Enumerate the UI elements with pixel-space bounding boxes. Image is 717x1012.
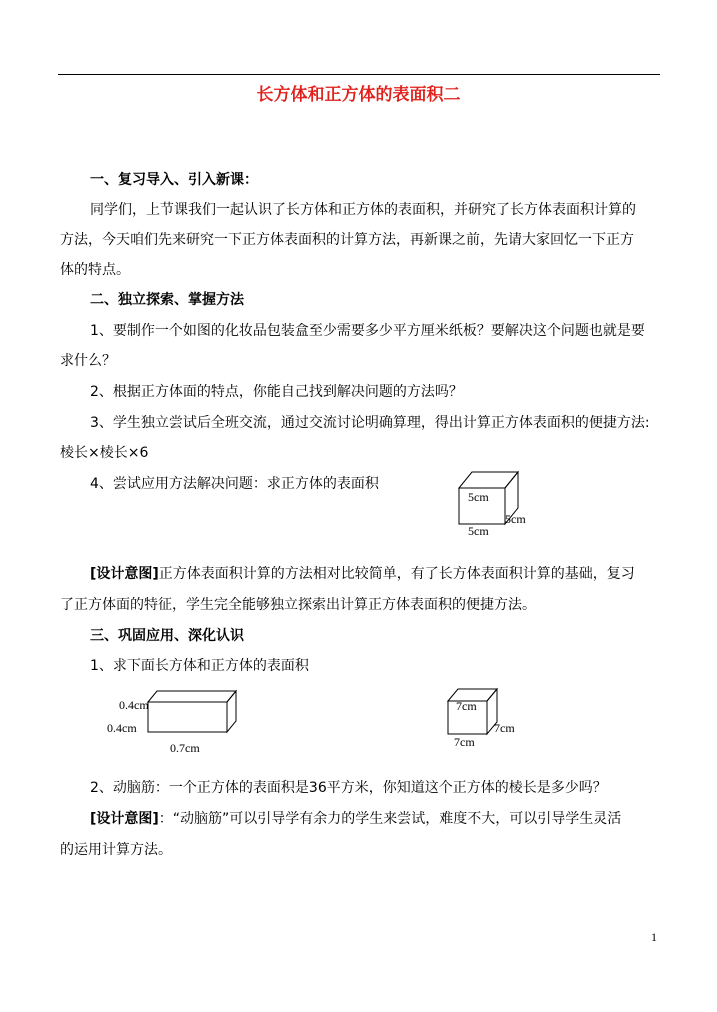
section2-item4: 4、尝试应用方法解决问题：求正方体的表面积 [90, 476, 379, 492]
cuboid-figure [105, 688, 245, 758]
section3-heading: 三、巩固应用、深化认识 [90, 628, 244, 644]
page-title: 长方体和正方体的表面积二 [256, 85, 461, 105]
design1-tag: [设计意图] [90, 566, 159, 582]
section2-heading: 二、独立探索、掌握方法 [90, 292, 244, 308]
cuboid-width-label: 0.4cm [107, 721, 137, 735]
cube-side-label: 5cm [505, 512, 526, 526]
cube-5cm-drawing [450, 466, 550, 546]
cube7-bottom-label: 7cm [454, 735, 475, 749]
design2-text: ：“动脑筋”可以引导学有余力的学生来尝试，难度不大，可以引导学生灵活 [158, 811, 622, 827]
design1-text: 正方体表面积计算的方法相对比较简单，有了长方体表面积计算的基础，复习 [158, 566, 635, 582]
section2-item2: 2、根据正方体面的特点，你能自己找到解决问题的方法吗？ [90, 384, 463, 400]
section2-item3-line2: 棱长×棱长×6 [60, 445, 149, 461]
header-rule [58, 74, 660, 75]
section2-item1-line2: 求什么？ [60, 353, 116, 369]
cube7-side-label: 7cm [494, 721, 515, 735]
page-number: 1 [651, 930, 657, 944]
section2-item1-line1: 1、要制作一个如图的化妆品包装盒至少需要多少平方厘米纸板？要解决这个问题也就是要 [90, 323, 645, 339]
design2-tag: [设计意图] [90, 811, 159, 827]
design2-line2: 的运用计算方法。 [60, 842, 172, 858]
cuboid-length-label: 0.7cm [170, 741, 200, 755]
section1-heading: 一、复习导入、引入新课： [90, 172, 258, 188]
cube-front-label: 5cm [468, 490, 489, 504]
cube-7cm-figure [440, 686, 540, 756]
design1-line1 [90, 565, 635, 583]
cube-bottom-label: 5cm [468, 524, 489, 538]
section3-item2: 2、动脑筋：一个正方体的表面积是36平方米，你知道这个正方体的棱长是多少吗？ [90, 780, 607, 796]
section3-item1: 1、求下面长方体和正方体的表面积 [90, 658, 309, 674]
design2-line1 [90, 810, 621, 828]
section2-item3-line1: 3、学生独立尝试后全班交流，通过交流讨论明确算理，得出计算正方体表面积的便捷方法: [90, 415, 650, 431]
section1-para-line2: 方法，今天咱们先来研究一下正方体表面积的计算方法，再新课之前，先请大家回忆一下正方 [60, 232, 634, 248]
section1-para-line3: 体的特点。 [60, 262, 130, 278]
cube-5cm-figure [450, 466, 550, 546]
cuboid-height-label: 0.4cm [119, 698, 149, 712]
cube7-front-label: 7cm [456, 699, 477, 713]
design1-line2: 了正方体面的特征，学生完全能够独立探索出计算正方体表面积的便捷方法。 [60, 597, 536, 613]
section1-para-line1: 同学们，上节课我们一起认识了长方体和正方体的表面积，并研究了长方体表面积计算的 [90, 202, 636, 218]
